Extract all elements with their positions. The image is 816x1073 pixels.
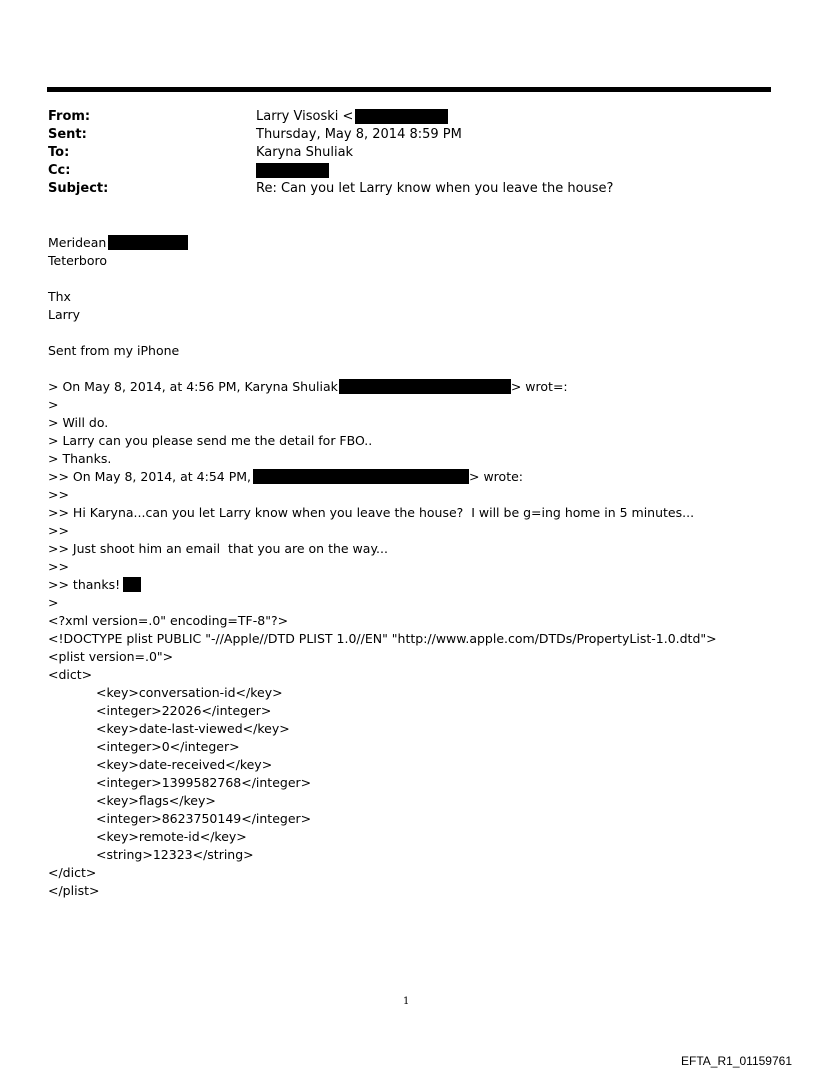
cc-row	[48, 162, 768, 180]
plist-entry: <key>date-last-viewed</key>	[96, 721, 290, 736]
redaction-box	[123, 577, 141, 592]
subject-label: Subject:	[48, 181, 109, 196]
quote-line: > Will do.	[48, 415, 109, 430]
plist-entry: <integer>22026</integer>	[96, 703, 272, 718]
quote-line: >	[48, 397, 59, 412]
dict-close-tag: </dict>	[48, 865, 97, 880]
sent-from-line: Sent from my iPhone	[48, 343, 180, 358]
quote-header-2-suffix: > wrote:	[469, 469, 524, 484]
redaction-box	[355, 109, 448, 124]
plist-entry: <string>12323</string>	[96, 847, 254, 862]
thanks-line: Thx	[48, 289, 71, 304]
quote-thanks: >> thanks!	[48, 577, 121, 592]
redaction-box	[253, 469, 469, 484]
page-number: 1	[403, 996, 410, 1007]
plist-doctype: <!DOCTYPE plist PUBLIC "-//Apple//DTD PLIST 1.0//EN" "http://www.apple.com/DTDs/PropertyList-1.0.dtd">	[48, 631, 717, 646]
sent-row	[48, 126, 768, 144]
location-line: Teterboro	[48, 253, 108, 268]
from-sender: Larry Visoski <	[256, 109, 354, 124]
spacer	[48, 324, 768, 342]
cc-value	[256, 162, 329, 180]
sent-value: Thursday, May 8, 2014 8:59 PM	[256, 127, 462, 142]
subject-row	[48, 180, 768, 198]
redaction-box	[108, 235, 188, 250]
spacer	[48, 360, 768, 378]
spacer	[48, 270, 768, 288]
from-label: From:	[48, 109, 91, 124]
to-row	[48, 144, 768, 162]
greeting-name: Meridean	[48, 235, 107, 250]
plist-entry: <key>remote-id</key>	[96, 829, 247, 844]
from-value	[256, 108, 448, 126]
sent-label: Sent:	[48, 127, 87, 142]
redaction-box	[256, 163, 329, 178]
plist-entry: <key>conversation-id</key>	[96, 685, 283, 700]
cc-label: Cc:	[48, 163, 71, 178]
header-rule	[47, 87, 771, 92]
redaction-box	[339, 379, 511, 394]
plist-entry: <key>date-received</key>	[96, 757, 273, 772]
quote-line: >>	[48, 523, 69, 538]
plist-entry: <key>flags</key>	[96, 793, 216, 808]
quote-line: >>	[48, 559, 69, 574]
plist-open-tag: <plist version=.0">	[48, 649, 174, 664]
plist-entry: <integer>8623750149</integer>	[96, 811, 312, 826]
quote-header-1-prefix: > On May 8, 2014, at 4:56 PM, Karyna Shuliak	[48, 379, 338, 394]
email-body	[48, 234, 768, 900]
dict-open-tag: <dict>	[48, 667, 93, 682]
quote-line: >>	[48, 487, 69, 502]
email-header	[48, 108, 768, 198]
quote-header-2	[48, 468, 768, 486]
to-value: Karyna Shuliak	[256, 145, 354, 160]
greeting-line	[48, 234, 768, 252]
to-label: To:	[48, 145, 70, 160]
document-id: EFTA_R1_01159761	[681, 1054, 792, 1068]
quote-line: > Larry can you please send me the detail for FBO..	[48, 433, 373, 448]
quote-line: >> Hi Karyna...can you let Larry know when you leave the house? I will be g=ing home in 5 minutes...	[48, 505, 695, 520]
plist-xml-declaration: <?xml version=.0" encoding=TF-8"?>	[48, 613, 289, 628]
subject-value: Re: Can you let Larry know when you leave the house?	[256, 181, 614, 196]
quote-header-1-suffix: > wrot=:	[510, 379, 568, 394]
plist-entry: <integer>0</integer>	[96, 739, 240, 754]
plist-entry: <integer>1399582768</integer>	[96, 775, 312, 790]
quote-line: >	[48, 595, 59, 610]
from-row	[48, 108, 768, 126]
plist-close-tag: </plist>	[48, 883, 100, 898]
quote-line	[48, 576, 768, 594]
quote-header-1	[48, 378, 768, 396]
quote-line: > Thanks.	[48, 451, 112, 466]
signature-line: Larry	[48, 307, 81, 322]
quote-header-2-prefix: >> On May 8, 2014, at 4:54 PM,	[48, 469, 252, 484]
quote-line: >> Just shoot him an email that you are on the way...	[48, 541, 388, 556]
